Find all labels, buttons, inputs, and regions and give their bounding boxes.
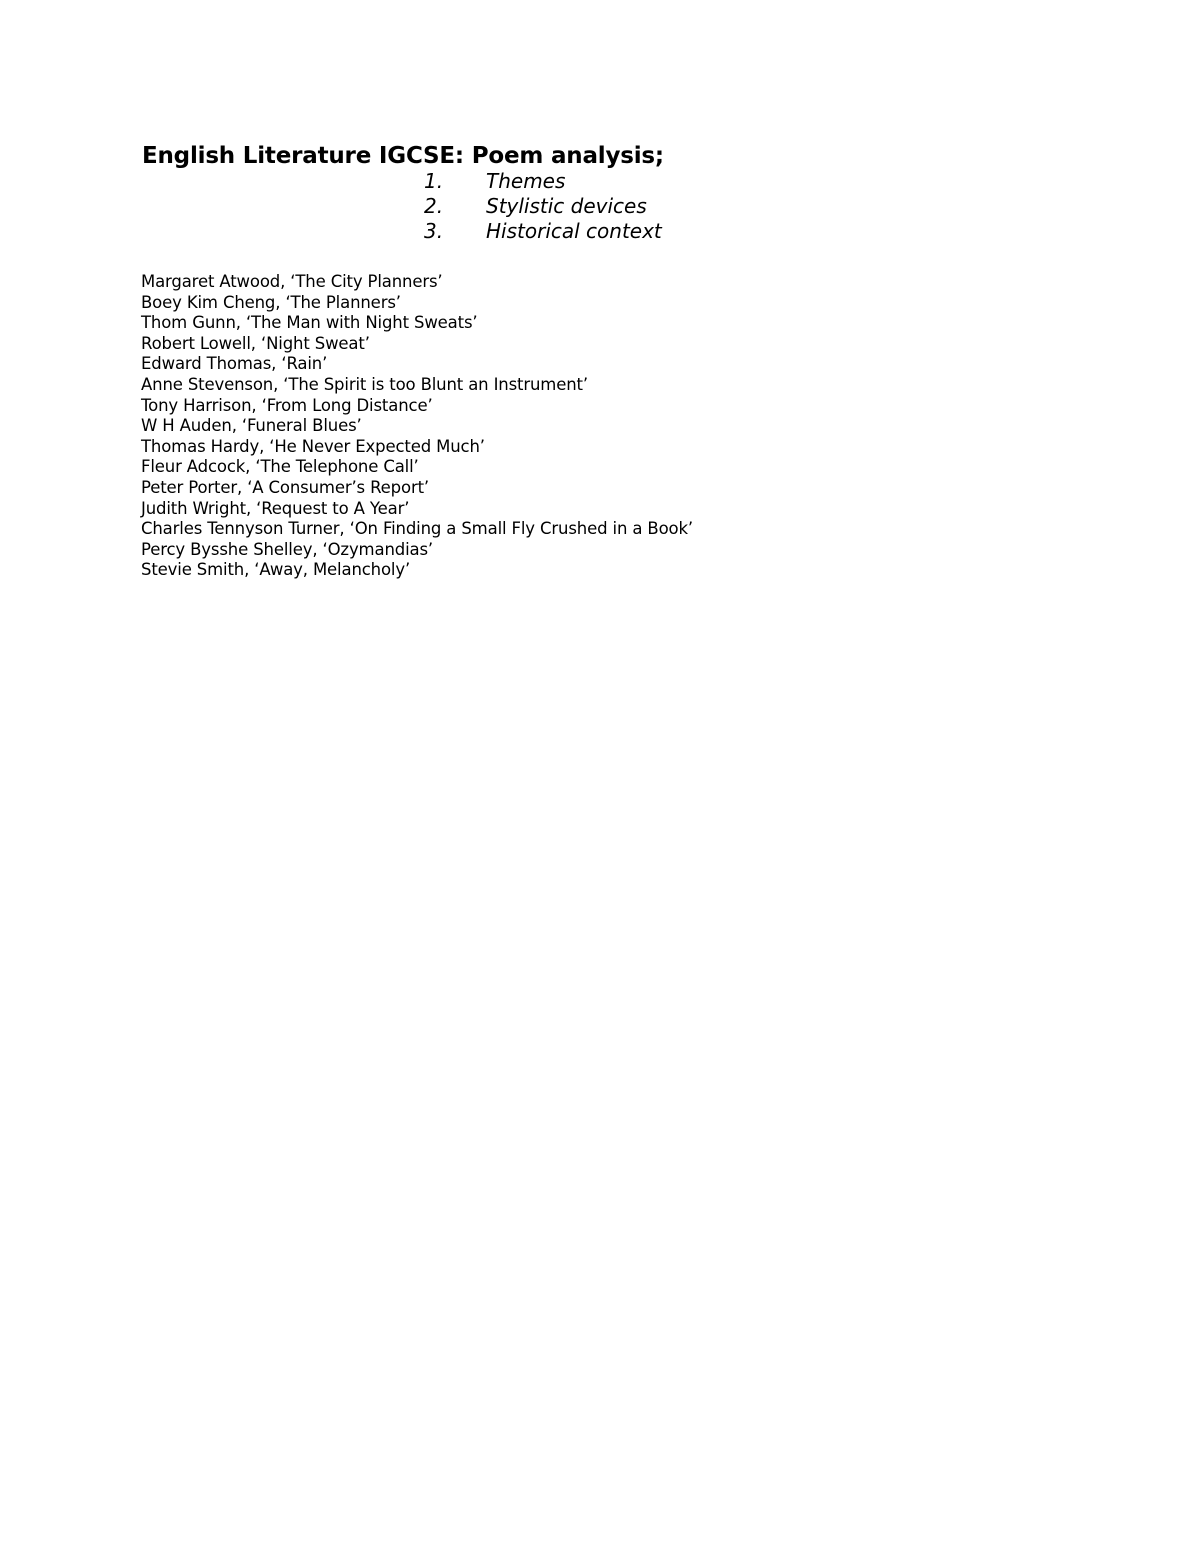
poem-item: Percy Bysshe Shelley, ‘Ozymandias’ bbox=[141, 539, 434, 559]
poem-list bbox=[141, 272, 693, 581]
poem-item: Tony Harrison, ‘From Long Distance’ bbox=[141, 395, 433, 415]
poem-item: Stevie Smith, ‘Away, Melancholy’ bbox=[141, 560, 411, 580]
poem-item: Thomas Hardy, ‘He Never Expected Much’ bbox=[141, 436, 485, 456]
poem-item: Fleur Adcock, ‘The Telephone Call’ bbox=[141, 457, 419, 477]
criteria-number: 1. bbox=[424, 169, 444, 193]
criteria-label: Themes bbox=[486, 169, 566, 193]
analysis-criteria-list bbox=[424, 169, 662, 244]
poem-item: Robert Lowell, ‘Night Sweat’ bbox=[141, 333, 370, 353]
page-title: English Literature IGCSE: Poem analysis; bbox=[142, 143, 664, 169]
criteria-number: 2. bbox=[424, 194, 444, 218]
poem-item: W H Auden, ‘Funeral Blues’ bbox=[141, 416, 362, 436]
criteria-item bbox=[424, 169, 662, 194]
criteria-item bbox=[424, 219, 662, 244]
poem-item: Thom Gunn, ‘The Man with Night Sweats’ bbox=[141, 313, 478, 333]
criteria-item bbox=[424, 194, 662, 219]
poem-item: Peter Porter, ‘A Consumer’s Report’ bbox=[141, 477, 429, 497]
poem-item: Edward Thomas, ‘Rain’ bbox=[141, 354, 328, 374]
poem-item: Anne Stevenson, ‘The Spirit is too Blunt an Instrument’ bbox=[141, 374, 588, 394]
criteria-label: Stylistic devices bbox=[486, 194, 647, 218]
criteria-number: 3. bbox=[424, 219, 444, 243]
poem-item: Judith Wright, ‘Request to A Year’ bbox=[141, 498, 410, 518]
poem-item: Charles Tennyson Turner, ‘On Finding a Small Fly Crushed in a Book’ bbox=[141, 519, 693, 539]
poem-item: Boey Kim Cheng, ‘The Planners’ bbox=[141, 292, 401, 312]
poem-item: Margaret Atwood, ‘The City Planners’ bbox=[141, 272, 443, 291]
criteria-label: Historical context bbox=[486, 219, 662, 243]
